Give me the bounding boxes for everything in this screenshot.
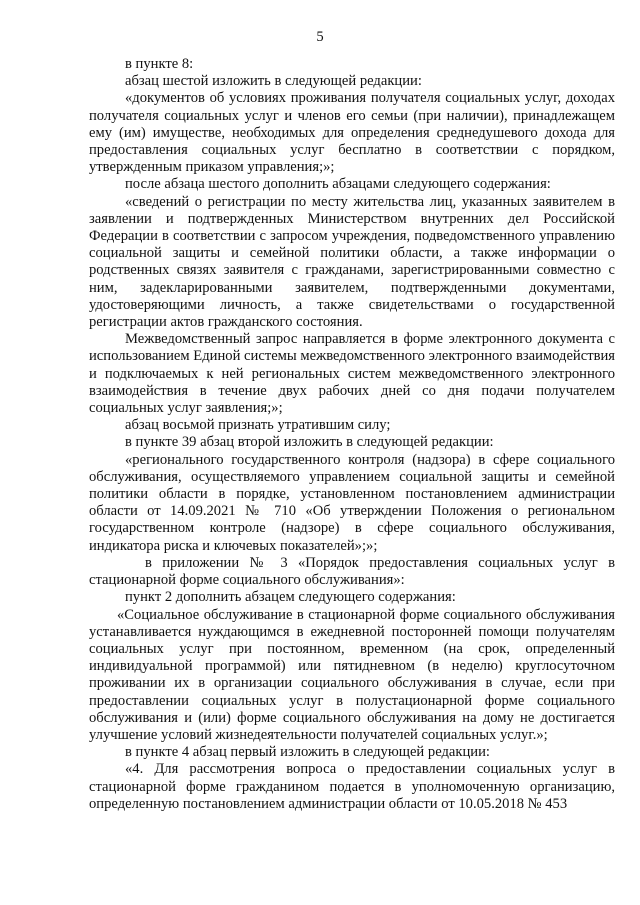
paragraph: после абзаца шестого дополнить абзацами следующего содержания: xyxy=(125,176,551,193)
paragraph: в приложении № 3 «Порядок предоставления социальных услуг в стационарной форме социального обслуживания»: xyxy=(89,554,615,589)
document-body xyxy=(89,56,615,813)
paragraph: в пункте 39 абзац второй изложить в следующей редакции: xyxy=(125,434,494,451)
paragraph: «регионального государственного контроля (надзора) в сфере социального обслуживания, осуществляемого управлением социальной защиты и семейной политики области в порядке, установленном постановлением администрации области от 14.09.2021 № 710 «Об утверждении Положения о региональном государственном контроле (надзоре) в сфере социального обслуживания, индикатора риска и ключевых показателей»;»; xyxy=(89,451,615,554)
paragraph: Межведомственный запрос направляется в форме электронного документа с использованием Единой системы межведомственного электронного взаимодействия и подключаемых к ней региональных систем межведомственного электронного взаимодействия в течение двух рабочих дней со дня подачи получателем социальных услуг заявления;»; xyxy=(89,331,615,417)
paragraph: «Социальное обслуживание в стационарной форме социального обслуживания устанавливается нуждающимся в ежедневной посторонней помощи получателям социальных услуг при постоянном, временном (на срок, определенный индивидуальной программой) или пятидневном (в неделю) круглосуточном проживании их в организации социального обслуживания в случае, если при предоставлении социальных услуг в полустационарной форме социального обслуживания и (или) форме социального обслуживания на дому не достигается улучшение условий жизнедеятельности получателей социальных услуг.»; xyxy=(89,606,615,743)
page-number: 5 xyxy=(316,29,324,45)
paragraph: «сведений о регистрации по месту жительства лиц, указанных заявителем в заявлении и подтвержденных Министерством внутренних дел Российской Федерации в соответствии с запросом учреждения, подведомственного управлению социальной защиты и семейной политики области, а также информации о родственных связях заявителя с гражданами, зарегистрированными совместно с ним, задекларированными заявителем, подтвержденными документами, удостоверяющими личность, а также свидетельствами о государственной регистрации актов гражданского состояния. xyxy=(89,193,615,331)
paragraph: абзац восьмой признать утратившим силу; xyxy=(125,417,391,434)
paragraph: абзац шестой изложить в следующей редакции: xyxy=(125,73,422,90)
paragraph: «4. Для рассмотрения вопроса о предоставлении социальных услуг в стационарной форме гражданином подается в уполномоченную организацию, определенную постановлением администрации области от 10.05.2018 № 453 xyxy=(89,761,615,812)
paragraph: «документов об условиях проживания получателя социальных услуг, доходах получателя социальных услуг и членов его семьи (при наличии), принадлежащем ему (им) имуществе, необходимых для определения среднедушевого дохода для предоставления социальных услуг бесплатно в соответствии с порядком, утвержденным приказом управления;»; xyxy=(89,90,615,176)
paragraph: в пункте 8: xyxy=(125,56,194,72)
paragraph: пункт 2 дополнить абзацем следующего содержания: xyxy=(125,589,456,606)
paragraph: в пункте 4 абзац первый изложить в следующей редакции: xyxy=(125,744,490,761)
